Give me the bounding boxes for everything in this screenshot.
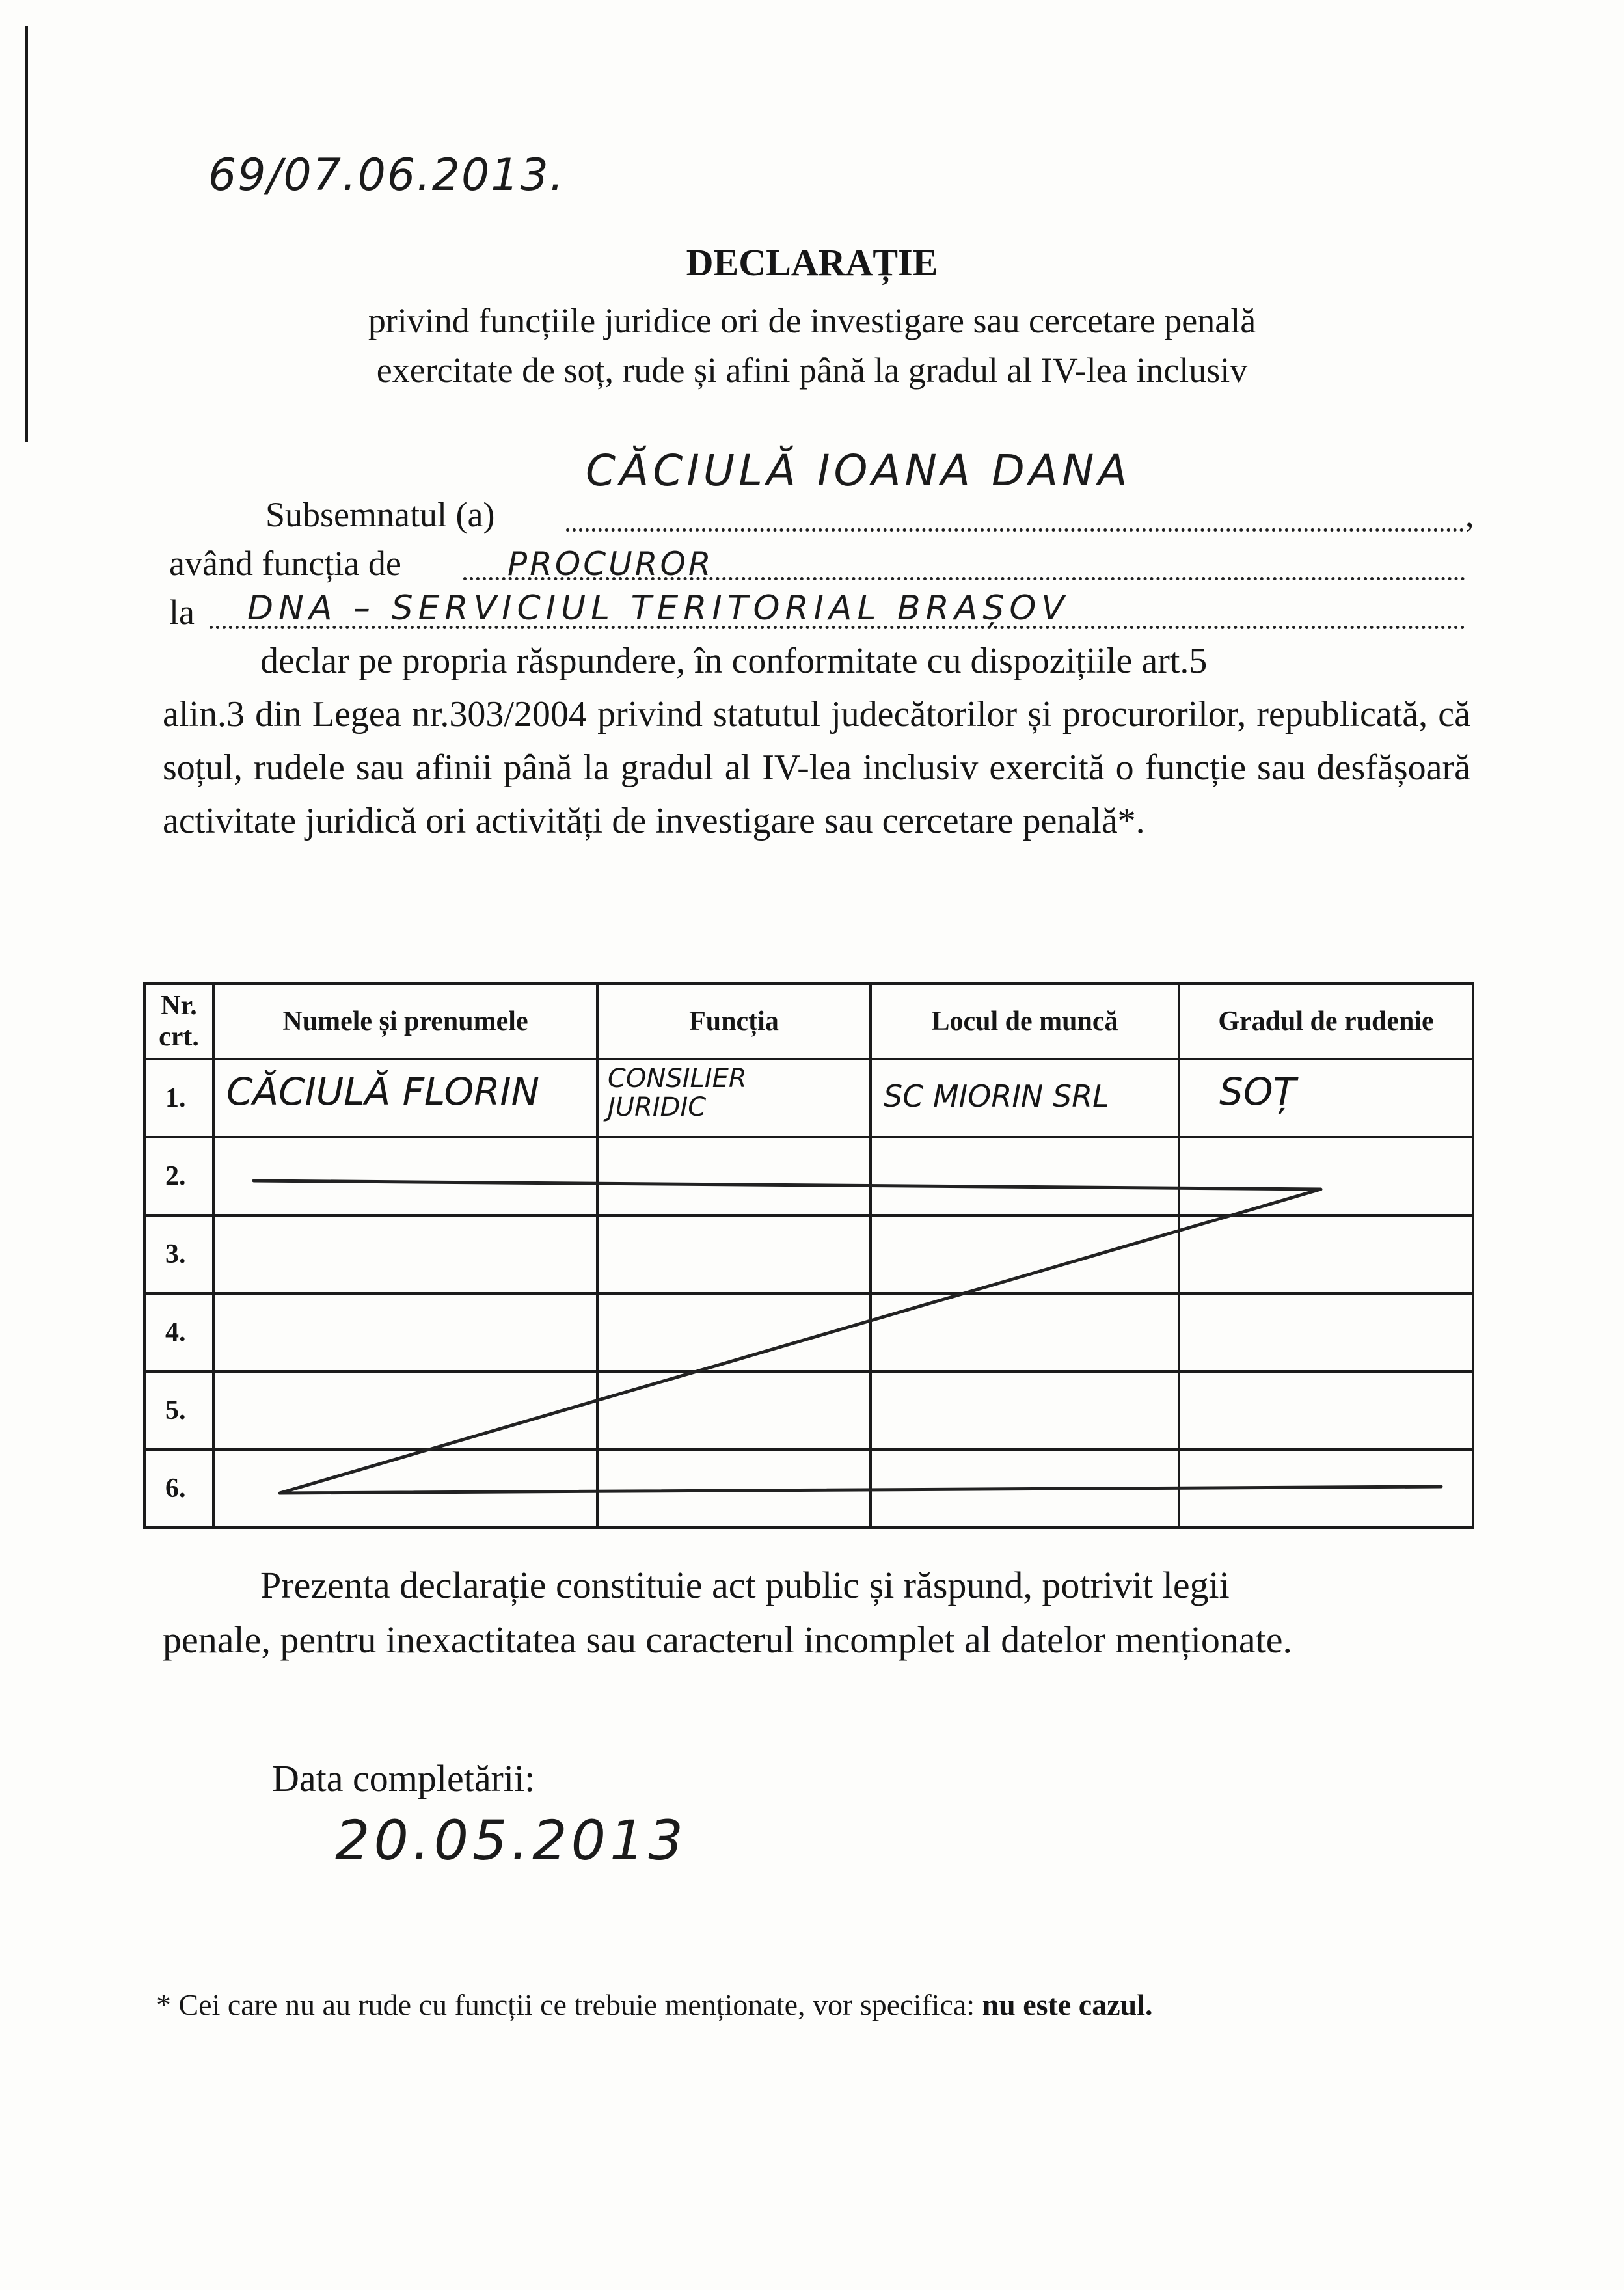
declaration-rest: alin.3 din Legea nr.303/2004 privind statutul judecătorilor și procurorilor, republicată, că soțul, rudele sau afinii până la gradul al IV-lea inclusiv exercită o funcție sau desfășoară activitate juridică ori activități de investigare sau cercetare penală*.: [163, 694, 1470, 841]
name-label: Subsemnatul (a): [265, 495, 495, 534]
row-workplace-cell: [871, 1059, 1179, 1137]
row-degree-cell: [1179, 1371, 1473, 1449]
row-function: CONSILIER JURIDIC: [608, 1064, 747, 1122]
completion-date-value: 20.05.2013: [335, 1809, 687, 1872]
function-label: având funcția de: [169, 544, 401, 583]
table-row: [144, 1215, 1473, 1293]
name-dotted-line: [566, 528, 1464, 532]
row-workplace-cell: [871, 1293, 1179, 1371]
row-function-cell: [597, 1137, 871, 1215]
row-workplace-cell: [871, 1215, 1179, 1293]
completion-date-label: Data completării:: [272, 1757, 535, 1799]
footnote-text: * Cei care nu au rude cu funcții ce trebuie menționate, vor specifica:: [156, 1988, 975, 2021]
row-nr: 3.: [144, 1215, 213, 1293]
row-degree-cell: [1179, 1059, 1473, 1137]
row-nr: 2.: [144, 1137, 213, 1215]
row-name-cell: [213, 1215, 597, 1293]
subtitle-line-2: exercitate de soț, rude și afini până la gradul al IV-lea inclusiv: [376, 351, 1248, 390]
row-workplace-cell: [871, 1371, 1179, 1449]
row-nr: 5.: [144, 1371, 213, 1449]
header-degree: Gradul de rudenie: [1179, 984, 1473, 1059]
relatives-table: [143, 982, 1474, 1529]
footnote: [156, 1987, 1152, 2022]
statement-line-1: Prezenta declarație constituie act public și răspund, potrivit legii: [260, 1564, 1230, 1606]
row-name-cell: [213, 1293, 597, 1371]
row-name-cell: [213, 1371, 597, 1449]
row-name-cell: [213, 1449, 597, 1528]
row-name-cell: [213, 1059, 597, 1137]
table-row: [144, 1137, 1473, 1215]
row-degree-cell: [1179, 1215, 1473, 1293]
header-workplace: Locul de muncă: [871, 984, 1179, 1059]
row-nr: 4.: [144, 1293, 213, 1371]
row-function-cell: [597, 1215, 871, 1293]
document-subtitle: [0, 296, 1624, 395]
at-label: la: [169, 593, 195, 632]
row-workplace-cell: [871, 1137, 1179, 1215]
row-function-cell: [597, 1449, 871, 1528]
header-nr: Nr. crt.: [144, 984, 213, 1059]
footnote-emphasis: nu este cazul.: [982, 1988, 1153, 2021]
header-name: Numele și prenumele: [213, 984, 597, 1059]
row-degree-cell: [1179, 1293, 1473, 1371]
declaration-line-1: declar pe propria răspundere, în conformitate cu dispozițiile art.5: [260, 641, 1208, 681]
table-row: [144, 1449, 1473, 1528]
header-function: Funcția: [597, 984, 871, 1059]
table-row: [144, 1371, 1473, 1449]
row-function-cell: [597, 1371, 871, 1449]
row-function-cell: [597, 1059, 871, 1137]
at-value: DNA – SERVICIUL TERITORIAL BRAȘOV: [247, 589, 1070, 628]
row-degree-cell: [1179, 1137, 1473, 1215]
row-name: CĂCIULĂ FLORIN: [226, 1070, 539, 1114]
row-function-cell: [597, 1293, 871, 1371]
registration-number: 69/07.06.2013.: [208, 150, 565, 201]
subtitle-line-1: privind funcțiile juridice ori de investigare sau cercetare penală: [368, 301, 1256, 340]
function-value: PROCUROR: [508, 545, 714, 583]
table-header-row: [144, 984, 1473, 1059]
name-comma: ,: [1465, 495, 1474, 534]
row-workplace: SC MIORIN SRL: [884, 1079, 1109, 1114]
row-nr: 6.: [144, 1449, 213, 1528]
name-value: CĂCIULĂ IOANA DANA: [586, 446, 1131, 496]
statement-paragraph: [163, 1558, 1470, 1667]
table-row: [144, 1293, 1473, 1371]
row-degree: SOȚ: [1219, 1070, 1296, 1114]
declaration-paragraph: [163, 634, 1470, 848]
statement-rest: penale, pentru inexactitatea sau caracterul incomplet al datelor menționate.: [163, 1619, 1292, 1661]
row-name-cell: [213, 1137, 597, 1215]
document-title: DECLARAȚIE: [686, 241, 938, 284]
table-row: [144, 1059, 1473, 1137]
row-degree-cell: [1179, 1449, 1473, 1528]
row-workplace-cell: [871, 1449, 1179, 1528]
row-nr: 1.: [144, 1059, 213, 1137]
